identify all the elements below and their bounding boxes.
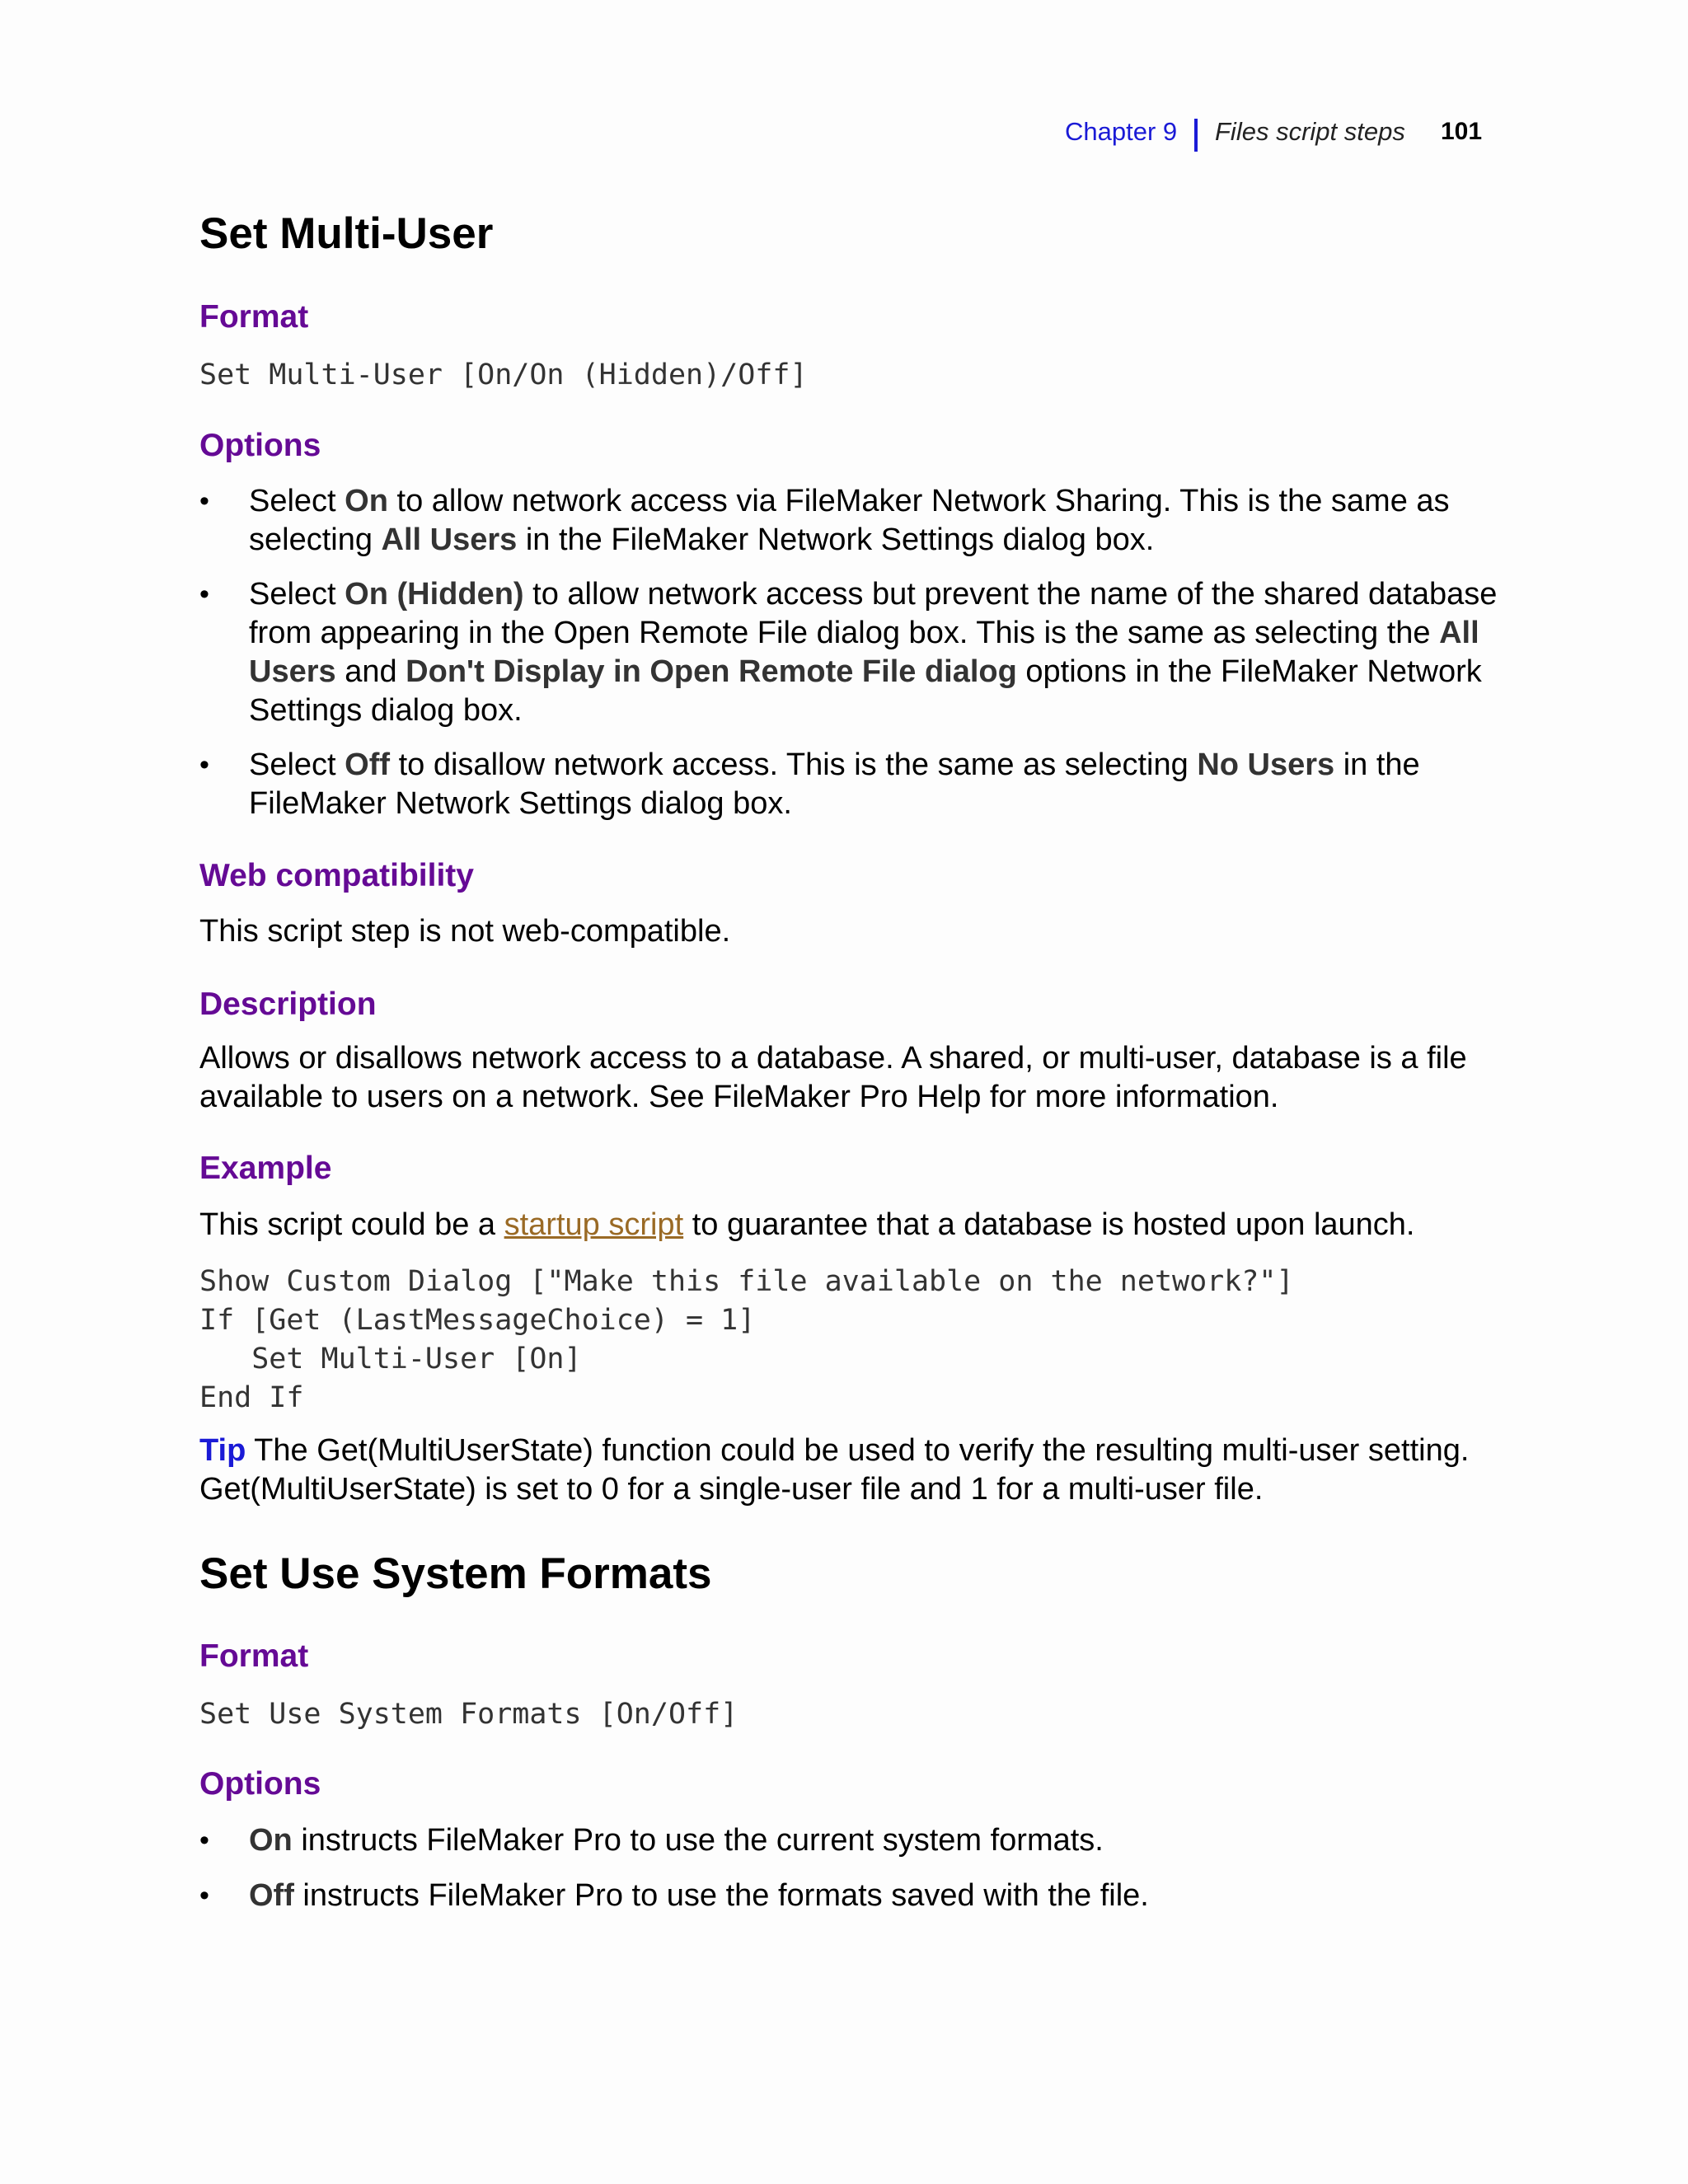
option-text: Off instructs FileMaker Pro to use the formats saved with the file. <box>249 1878 1149 1913</box>
example-code: Show Custom Dialog ["Make this file available on the network?"] If [Get (LastMessageChoice) = 1] Set Multi-User [On] End If <box>199 1265 1294 1414</box>
startup-script-link[interactable]: startup script <box>504 1207 684 1242</box>
option-text: Select On to allow network access via FileMaker Network Sharing. This is the same as selecting All Users in the FileMaker Network Settings dialog box. <box>249 484 1450 557</box>
web-compatibility-heading: Web compatibility <box>199 858 474 893</box>
bullet: • <box>199 579 209 610</box>
options-heading: Options <box>199 428 321 463</box>
tip-label: Tip <box>199 1433 246 1468</box>
example-text: This script could be a startup script to guarantee that a database is hosted upon launch. <box>199 1207 1415 1242</box>
format-heading: Format <box>199 299 309 335</box>
option-text: Select On (Hidden) to allow network access but prevent the name of the shared database from appearing in the Open Remote File dialog box. This is the same as selecting the All Users and Don't Display in Open Remote File dialog options in the FileMaker Network Settings dialog box. <box>249 577 1498 728</box>
option-text: On instructs FileMaker Pro to use the current system formats. <box>249 1823 1104 1858</box>
bullet: • <box>199 485 209 517</box>
bullet: • <box>199 1825 209 1856</box>
format-code: Set Use System Formats [On/Off] <box>199 1698 738 1731</box>
header-section: Files script steps <box>1215 117 1405 146</box>
options-heading: Options <box>199 1766 321 1802</box>
example-heading: Example <box>199 1151 332 1186</box>
description-heading: Description <box>199 987 377 1022</box>
section-title-set-use-system-formats: Set Use System Formats <box>199 1549 712 1598</box>
tip-note: Tip The Get(MultiUserState) function could be used to verify the resulting multi-user setting. Get(MultiUserState) is set to 0 for a single-user file and 1 for a multi-user file. <box>199 1433 1470 1507</box>
header-chapter: Chapter 9 <box>1065 117 1178 146</box>
header-divider <box>1194 119 1198 152</box>
description-text: Allows or disallows network access to a database. A shared, or multi-user, database is a file available to users on a network. See FileMaker Pro Help for more information. <box>199 1041 1467 1114</box>
section-title-set-multi-user: Set Multi-User <box>199 209 494 258</box>
option-text: Select Off to disallow network access. This is the same as selecting No Users in the FileMaker Network Settings dialog box. <box>249 748 1420 821</box>
page-number: 101 <box>1441 118 1483 145</box>
format-heading: Format <box>199 1638 309 1674</box>
web-compatibility-text: This script step is not web-compatible. <box>199 914 731 949</box>
format-code: Set Multi-User [On/On (Hidden)/Off] <box>199 359 808 391</box>
bullet: • <box>199 749 209 780</box>
bullet: • <box>199 1880 209 1911</box>
